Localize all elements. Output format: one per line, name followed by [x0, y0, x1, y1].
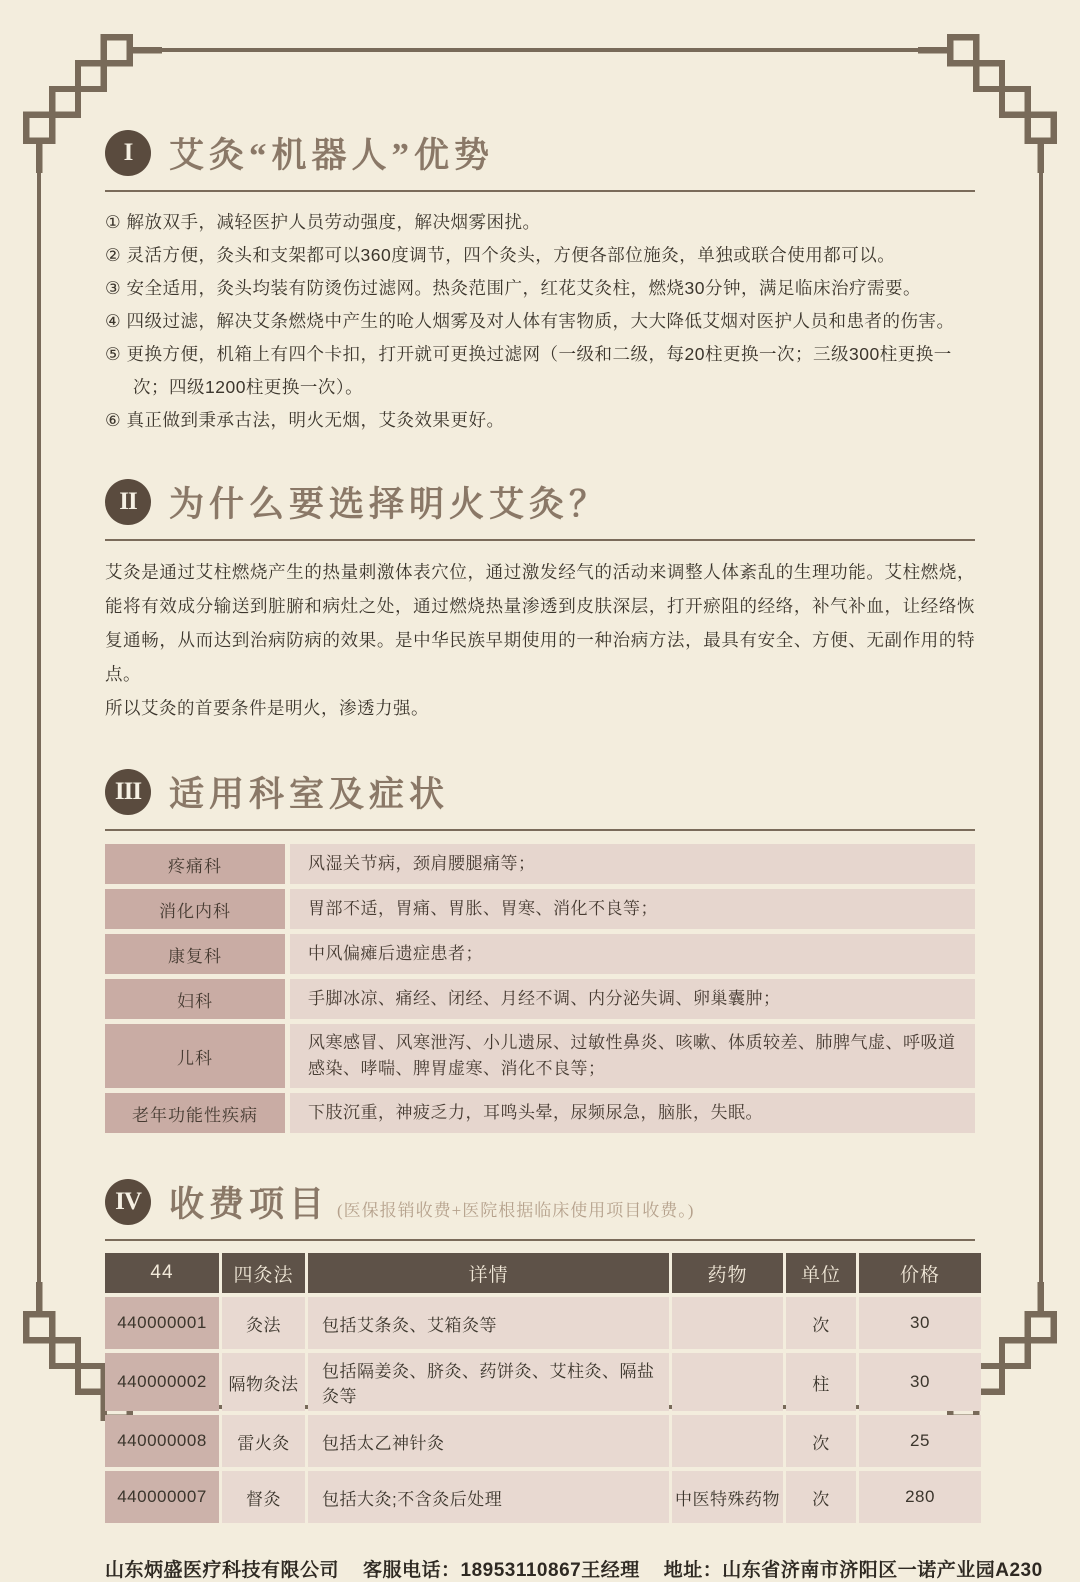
- pricing-method-cell: 督灸: [222, 1471, 305, 1523]
- section-numeral-badge-2: II: [105, 479, 151, 525]
- poster-content: [105, 0, 1043, 1582]
- section-numeral-badge-4: IV: [105, 1179, 151, 1225]
- section-pricing: [105, 1177, 975, 1523]
- section-title-4: 收费项目 (医保报销收费+医院根据临床使用项目收费。): [169, 1185, 695, 1224]
- advantage-item: ① 解放双手，减轻医护人员劳动强度，解决烟雾困扰。: [105, 212, 541, 232]
- heading-divider: [105, 1239, 975, 1241]
- advantages-list: [105, 206, 975, 437]
- symptoms-cell: 胃部不适，胃痛、胃胀、胃寒、消化不良等；: [290, 889, 975, 929]
- section-departments: [105, 767, 975, 1133]
- heading-divider: [105, 190, 975, 192]
- pricing-price-cell: 30: [859, 1297, 981, 1349]
- pricing-price-cell: 280: [859, 1471, 981, 1523]
- department-cell: 妇科: [105, 979, 285, 1019]
- pricing-price-cell: 30: [859, 1353, 981, 1411]
- pricing-unit-cell: 柱: [786, 1353, 856, 1411]
- department-cell: 老年功能性疾病: [105, 1093, 285, 1133]
- section-title-3: 适用科室及症状: [169, 775, 450, 814]
- why-paragraph: 艾灸是通过艾柱燃烧产生的热量刺激体表穴位，通过激发经气的活动来调整人体紊乱的生理功能。艾柱燃烧，能将有效成分输送到脏腑和病灶之处，通过燃烧热量渗透到皮肤深层，打开瘀阻的经络，补气补血，让经络恢复通畅，从而达到治病防病的效果。是中华民族早期使用的一种治病方法，最具有安全、方便、无副作用的特点。: [105, 562, 975, 684]
- pricing-code-cell: 440000001: [105, 1297, 219, 1349]
- pricing-drug-cell: [672, 1415, 783, 1467]
- pricing-unit-cell: 次: [786, 1471, 856, 1523]
- frame-border-left: [37, 152, 41, 1312]
- pricing-method-cell: 雷火灸: [222, 1415, 305, 1467]
- advantage-item: ⑥ 真正做到秉承古法，明火无烟，艾灸效果更好。: [105, 410, 505, 430]
- section-robot-advantages: [105, 128, 975, 437]
- pricing-price-cell: 25: [859, 1415, 981, 1467]
- pricing-drug-cell: [672, 1353, 783, 1411]
- footer-address: 地址：山东省济南市济阳区一诺产业园A230: [663, 1560, 1043, 1581]
- heading-divider: [105, 829, 975, 831]
- heading-divider: [105, 539, 975, 541]
- pricing-table: [105, 1253, 975, 1523]
- frame-border-right: [1039, 152, 1043, 1312]
- section-title-1: 艾灸“机器人”优势: [169, 136, 495, 175]
- section-numeral-badge-3: III: [105, 769, 151, 815]
- pricing-code-cell: 440000008: [105, 1415, 219, 1467]
- footer-company: 山东炳盛医疗科技有限公司: [105, 1560, 340, 1581]
- why-conclusion: 所以艾灸的首要条件是明火，渗透力强。: [105, 698, 429, 718]
- pricing-drug-cell: 中医特殊药物: [672, 1471, 783, 1523]
- symptoms-cell: 中风偏瘫后遗症患者；: [290, 934, 975, 974]
- section-why-open-flame: [105, 477, 975, 725]
- advantage-item: ③ 安全适用，灸头均装有防烫伤过滤网。热灸范围广，红花艾灸柱，燃烧30分钟，满足临床治疗需要。: [105, 278, 922, 298]
- department-cell: 疼痛科: [105, 844, 285, 884]
- pricing-header-cell: 单位: [786, 1253, 856, 1293]
- pricing-code-cell: 440000007: [105, 1471, 219, 1523]
- advantage-item: ④ 四级过滤，解决艾条燃烧中产生的呛人烟雾及对人体有害物质，大大降低艾烟对医护人员和患者的伤害。: [105, 311, 955, 331]
- pricing-header-cell: 四灸法: [222, 1253, 305, 1293]
- section-title-2: 为什么要选择明火艾灸？: [169, 485, 610, 524]
- pricing-detail-cell: 包括大灸;不含灸后处理: [308, 1471, 669, 1523]
- department-table: [105, 844, 975, 1133]
- pricing-code-cell: 440000002: [105, 1353, 219, 1411]
- footer-contact: [105, 1555, 1043, 1582]
- department-cell: 儿科: [105, 1024, 285, 1088]
- pricing-unit-cell: 次: [786, 1415, 856, 1467]
- footer-phone: 客服电话：18953110867王经理: [363, 1560, 640, 1581]
- department-cell: 消化内科: [105, 889, 285, 929]
- pricing-method-cell: 隔物灸法: [222, 1353, 305, 1411]
- pricing-header-cell: 详情: [308, 1253, 669, 1293]
- symptoms-cell: 手脚冰凉、痛经、闭经、月经不调、内分泌失调、卵巢囊肿；: [290, 979, 975, 1019]
- pricing-header-cell: 药物: [672, 1253, 783, 1293]
- pricing-header-cell: 44: [105, 1253, 219, 1293]
- pricing-header-cell: 价格: [859, 1253, 981, 1293]
- section-heading: [105, 1177, 975, 1227]
- section-numeral-badge-1: I: [105, 130, 151, 176]
- department-cell: 康复科: [105, 934, 285, 974]
- advantage-item: ② 灵活方便，灸头和支架都可以360度调节，四个灸头，方便各部位施灸，单独或联合使用都可以。: [105, 245, 896, 265]
- pricing-detail-cell: 包括太乙神针灸: [308, 1415, 669, 1467]
- section-heading: [105, 128, 975, 178]
- symptoms-cell: 下肢沉重，神疲乏力，耳鸣头晕，尿频尿急，脑胀，失眠。: [290, 1093, 975, 1133]
- symptoms-cell: 风寒感冒、风寒泄泻、小儿遗尿、过敏性鼻炎、咳嗽、体质较差、肺脾气虚、呼吸道感染、哮喘、脾胃虚寒、消化不良等；: [290, 1024, 975, 1088]
- pricing-detail-cell: 包括隔姜灸、脐灸、药饼灸、艾柱灸、隔盐灸等: [308, 1353, 669, 1411]
- pricing-unit-cell: 次: [786, 1297, 856, 1349]
- symptoms-cell: 风湿关节病，颈肩腰腿痛等；: [290, 844, 975, 884]
- pricing-detail-cell: 包括艾条灸、艾箱灸等: [308, 1297, 669, 1349]
- advantage-item: ⑤ 更换方便，机箱上有四个卡扣，打开就可更换过滤网（一级和二级，每20柱更换一次；三级300柱更换一次；四级1200柱更换一次）。: [105, 344, 952, 397]
- pricing-method-cell: 灸法: [222, 1297, 305, 1349]
- section-heading: [105, 477, 975, 527]
- section-heading: [105, 767, 975, 817]
- pricing-drug-cell: [672, 1297, 783, 1349]
- pricing-subtitle: (医保报销收费+医院根据临床使用项目收费。): [337, 1201, 695, 1220]
